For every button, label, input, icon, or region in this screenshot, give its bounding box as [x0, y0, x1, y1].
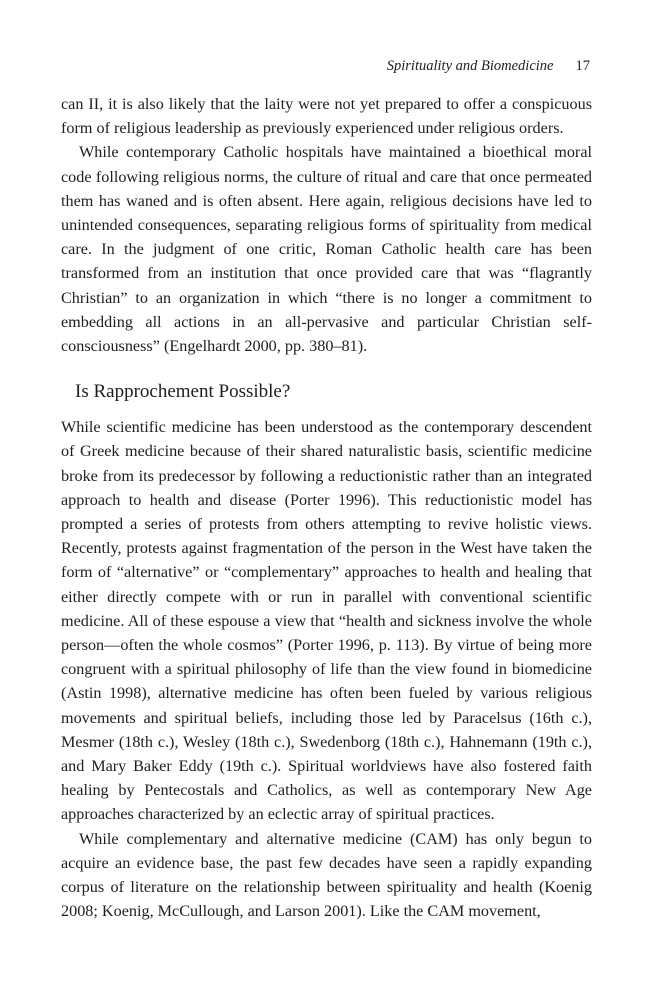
- running-head: [387, 57, 590, 75]
- section-heading: Is Rapprochement Possible?: [75, 381, 291, 403]
- running-title: Spirituality and Biomedicine: [386, 58, 554, 74]
- page-body: [61, 92, 592, 924]
- paragraph-scientific-medicine: While scientific medicine has been understood as the contemporary descendent of Greek medicine because of their shared naturalistic basis, scientific medicine broke from its predecessor by following a reductionistic rather than an integrated approach to health and disease (Porter 1996). This reductionistic model has prompted a series of protests from others attempting to revive holistic views. Recently, protests against fragmentation of the person in the West have taken the form of “alternative” or “complementary” approaches to health and healing that either directly compete with or run in parallel with conventional scientific medicine. All of these espouse a view that “health and sickness involve the whole person—often the whole cosmos” (Porter 1996, p. 113). By virtue of being more congruent with a spiritual philosophy of life than the view found in biomedicine (Astin 1998), alternative medicine has often been fueled by various religious movements and spiritual beliefs, including those led by Paracelsus (16th c.), Mesmer (18th c.), Wesley (18th c.), Swedenborg (18th c.), Hahnemann (19th c.), and Mary Baker Eddy (19th c.). Spiritual worldviews have also fostered faith healing by Pentecostals and Catholics, as well as contemporary New Age approaches characterized by an eclectic array of spiritual practices.: [61, 418, 592, 824]
- paragraph-cam: While complementary and alternative medicine (CAM) has only begun to acquire an evidence base, the past few decades have seen a rapidly expanding corpus of literature on the relationship between spirituality and health (Koenig 2008; Koenig, McCullough, and Larson 2001). Like the CAM movement,: [61, 829, 592, 921]
- paragraph-continuation: can II, it is also likely that the laity were not yet prepared to offer a conspicuous form of religious leadership as previously experienced under religious orders.: [61, 95, 592, 138]
- paragraph-catholic-hospitals: While contemporary Catholic hospitals have maintained a bioethical moral code following religious norms, the culture of ritual and care that once permeated them has waned and is often absent. Here again, religious decisions have led to unintended consequences, separating religious forms of spirituality from medical care. In the judgment of one critic, Roman Catholic health care has been transformed from an institution that once provided care that was “flagrantly Christian” to an organization in which “there is no longer a commitment to embedding all actions in an all-pervasive and particular Christian self-consciousness” (Engelhardt 2000, pp. 380–81).: [61, 143, 592, 356]
- page-number: 17: [575, 58, 590, 74]
